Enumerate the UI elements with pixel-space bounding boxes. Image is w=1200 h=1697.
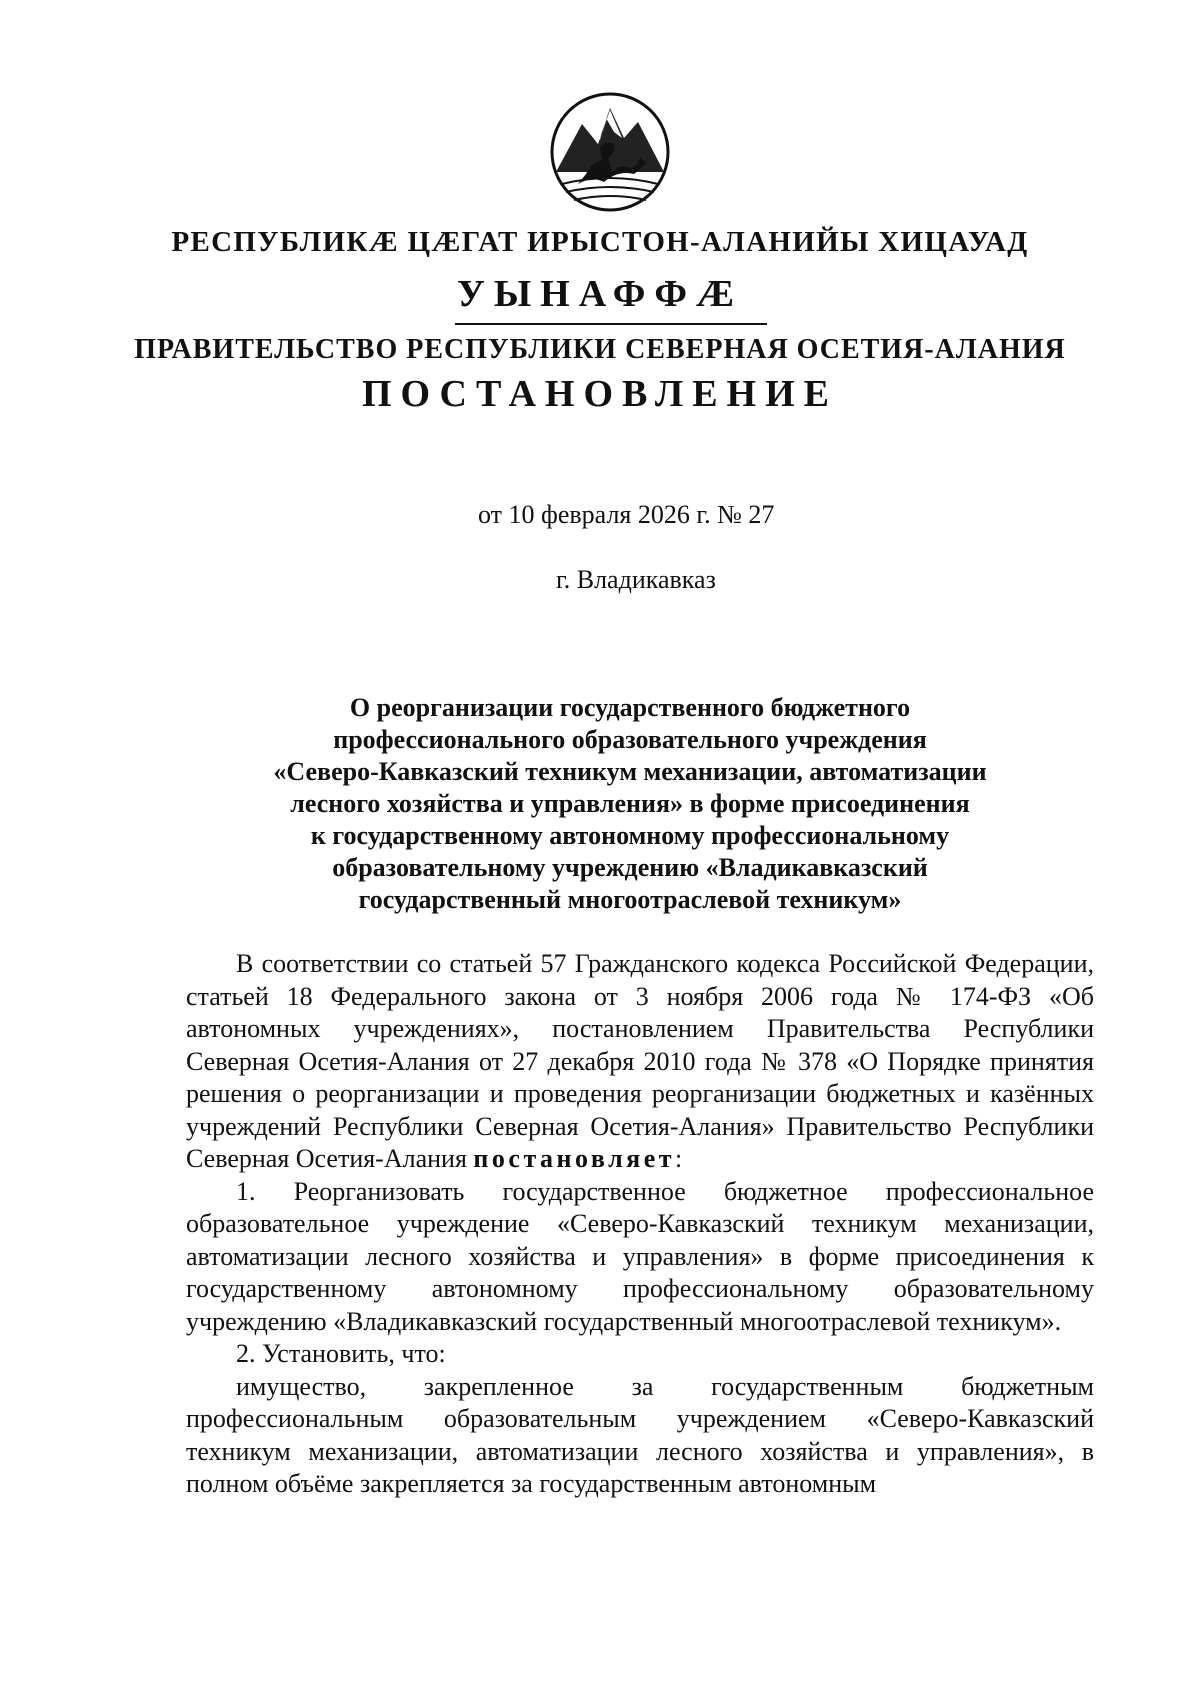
item-2-paragraph: 2. Установить, что: [236, 1339, 446, 1368]
title-line: к государственному автономному профессиональному [310, 821, 950, 850]
republic-ossetian-heading: РЕСПУБЛИКӔ ЦӔГАТ ИРЫСТОН-АЛАНИЙЫ ХИЦАУАД [171, 226, 1029, 258]
title-line: государственный многоотраслевой техникум» [358, 885, 902, 914]
date-number: от 10 февраля 2026 г. № 27 [478, 500, 775, 529]
header-divider [455, 323, 767, 325]
resolves-colon: : [675, 1144, 683, 1173]
title-line: О реорганизации государственного бюджетного [349, 693, 911, 722]
item-2-text: имущество, закрепленное за государственным бюджетным профессиональным образовательным учреждением «Северо-Кавказский техникум механизации, автоматизации лесного хозяйства и управления», в полном объёме закрепляется за государственным автономным [186, 1371, 1094, 1498]
title-line: образовательному учреждению «Владикавказский [332, 853, 928, 882]
title-line: профессионального образовательного учреждения [333, 725, 927, 754]
preamble-text: В соответствии со статьей 57 Гражданского кодекса Российской Федерации, статьей 18 Федерального закона от 3 ноября 2006 года № 174-ФЗ «Об автономных учреждениях», постановлением Правительства Республики Северная Осетия-Алания от 27 декабря 2010 года № 378 «О Порядке принятия решения о реорганизации и проведения реорганизации бюджетных и казённых учреждений Республики Северная Осетия-Алания» Правительство Республики Северная Осетия-Алания [186, 949, 1094, 1173]
city: г. Владикавказ [556, 565, 716, 594]
document-title [200, 692, 1060, 916]
item-1-paragraph: 1. Реорганизовать государственное бюджетное профессиональное образовательное учреждение «Северо-Кавказский техникум механизации, автоматизации лесного хозяйства и управления» в форме присоединения к государственному автономному профессиональному образовательному учреждению «Владикавказский государственный многоотраслевой техникум». [186, 1176, 1094, 1336]
doc-type-ossetian-heading: УЫНАФФӔ [456, 273, 744, 315]
preamble-paragraph [186, 948, 1094, 1176]
title-line: «Северо-Кавказский техникум механизации, автоматизации [273, 757, 987, 786]
coat-of-arms-emblem [542, 88, 678, 216]
document-body [186, 948, 1094, 1501]
resolves-word: постановляет [473, 1144, 676, 1173]
republic-russian-heading: ПРАВИТЕЛЬСТВО РЕСПУБЛИКИ СЕВЕРНАЯ ОСЕТИЯ-АЛАНИЯ [134, 334, 1066, 365]
doc-type-russian-heading: ПОСТАНОВЛЕНИЕ [361, 373, 839, 415]
title-line: лесного хозяйства и управления» в форме присоединения [290, 789, 970, 818]
